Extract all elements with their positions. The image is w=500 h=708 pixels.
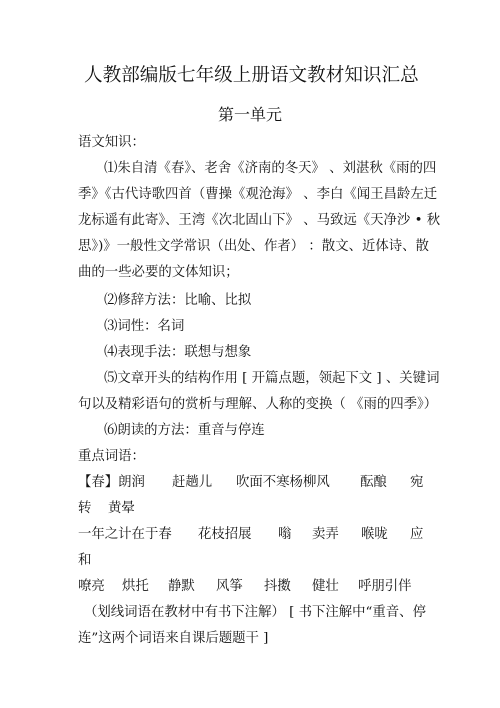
paragraph-line: 思》)》一般性文学常识（出处、作者） ：散文、近体诗、散 (78, 239, 429, 254)
vocab-word: 应 (410, 527, 424, 542)
unit-heading: 第一单元 (218, 105, 283, 124)
paragraph-line: 季》《古代诗歌四首（曹操《观沧海》 、李白《闻王昌龄左迁 (78, 187, 438, 202)
vocab-word: 【春】朗润 (78, 475, 145, 490)
vocab-word: 吹面不寒杨柳风 (236, 475, 330, 490)
vocab-word: 黄晕 (108, 501, 135, 516)
paragraph-line: ⑴朱自清《春》、老舍《济南的冬天》 、刘湛秋《雨的四 (104, 161, 437, 176)
vocab-word: 一年之计在于春 (78, 527, 172, 542)
paragraph-line: 龙标遥有此寄》、王湾《次北固山下》 、马致远《天净沙 • 秋 (78, 213, 441, 228)
document-title: 人教部编版七年级上册语文教材知识汇总 (84, 65, 419, 86)
vocab-word: 风筝 (216, 579, 243, 594)
vocab-word: 转 (78, 501, 92, 516)
paragraph-line: 句以及精彩语句的赏析与理解、人称的变换（ 《雨的四季》） (78, 397, 438, 412)
section-heading-knowledge: 语文知识： (78, 135, 145, 150)
vocab-word: 宛 (410, 475, 424, 490)
note-line: （划线词语在教材中有书下注解） [ 书下注解中“重音、停 (84, 605, 426, 620)
section-heading-vocab: 重点词语： (78, 449, 145, 464)
vocab-word: 花枝招展 (198, 527, 252, 542)
vocab-word: 呼朋引伴 (358, 579, 412, 594)
paragraph-line: ⑷表现手法：联想与想象 (104, 345, 252, 360)
vocab-word: 烘托 (122, 579, 149, 594)
vocab-word: 赶趟儿 (172, 475, 213, 490)
paragraph-line: ⑵修辞方法：比喻、比拟 (104, 293, 252, 308)
paragraph-line: 曲的一些必要的文体知识； (78, 265, 239, 280)
vocab-word: 静默 (168, 579, 195, 594)
vocab-word: 健壮 (312, 579, 339, 594)
vocab-word: 酝酿 (360, 475, 387, 490)
vocab-word: 和 (78, 553, 92, 568)
note-line: 连”这两个词语来自课后题题干 ] (78, 631, 269, 646)
paragraph-line: ⑸文章开头的结构作用 [ 开篇点题，领起下文 ] 、关键词 (104, 371, 440, 386)
vocab-word: 抖擞 (264, 579, 291, 594)
vocab-word: 嗡 (278, 527, 292, 542)
vocab-word: 喉咙 (361, 527, 388, 542)
vocab-word: 嘹亮 (78, 579, 105, 594)
paragraph-line: ⑶词性：名词 (104, 319, 185, 334)
paragraph-line: ⑹朗读的方法：重音与停连 (104, 423, 265, 438)
vocab-word: 卖弄 (312, 527, 339, 542)
